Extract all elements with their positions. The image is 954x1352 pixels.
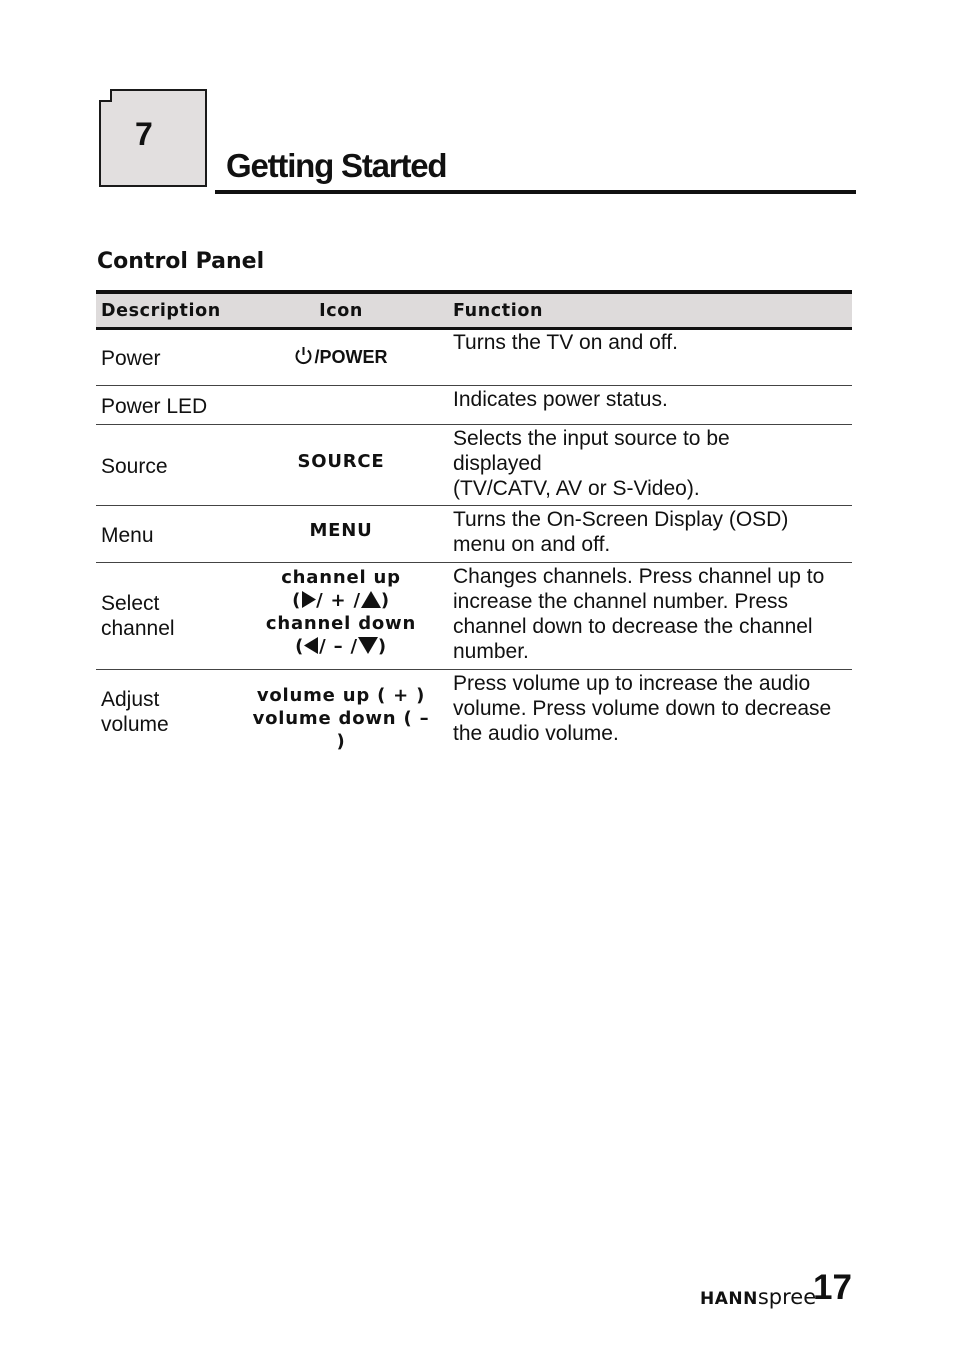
table-row bbox=[96, 670, 852, 750]
channel-down-label: channel down bbox=[265, 613, 417, 634]
page-number: 17 bbox=[813, 1268, 852, 1307]
triangle-left-icon bbox=[304, 637, 319, 654]
power-icon bbox=[294, 346, 313, 366]
table-row bbox=[96, 506, 852, 563]
triangle-up-icon bbox=[361, 591, 381, 608]
chapter-tab-notch bbox=[97, 87, 111, 101]
table-row bbox=[96, 563, 852, 670]
column-header-icon: Icon bbox=[319, 301, 363, 321]
row-icon bbox=[246, 566, 436, 658]
triangle-down-icon bbox=[358, 637, 378, 654]
brand-logo-bold: HANN bbox=[700, 1289, 758, 1309]
brand-logo bbox=[700, 1284, 816, 1312]
row-icon: SOURCE bbox=[297, 451, 385, 472]
table-row bbox=[96, 330, 852, 386]
volume-down-label: volume down ( – ) bbox=[252, 708, 430, 752]
table-header-row bbox=[96, 290, 852, 330]
row-description: Power bbox=[101, 347, 161, 370]
row-description: Power LED bbox=[101, 395, 208, 418]
page-title: Getting Started bbox=[226, 147, 447, 184]
row-function: Turns the On-Screen Display (OSD) menu on and off. bbox=[453, 508, 789, 556]
chapter-tab bbox=[99, 89, 207, 187]
channel-up-keys: ( / + / ) bbox=[292, 590, 390, 611]
chapter-tab-notch-edge bbox=[99, 100, 112, 102]
volume-up-label: volume up ( + ) bbox=[256, 685, 426, 706]
channel-up-keys-label: / + / bbox=[316, 590, 361, 611]
section-heading: Control Panel bbox=[97, 249, 265, 274]
title-underline bbox=[215, 190, 856, 194]
power-icon-label: /POWER bbox=[314, 347, 388, 367]
channel-down-keys-label: / – / bbox=[319, 636, 358, 657]
row-function: Turns the TV on and off. bbox=[453, 331, 678, 354]
row-function: Changes channels. Press channel up to increase the channel number. Press channel down to decrease the channel number. bbox=[453, 565, 825, 663]
channel-down-keys: ( / – / ) bbox=[295, 636, 387, 657]
chapter-number: 7 bbox=[135, 116, 153, 152]
row-description: Select channel bbox=[101, 592, 175, 640]
brand-logo-light: spree bbox=[757, 1285, 817, 1309]
row-icon bbox=[246, 684, 436, 753]
row-function: Indicates power status. bbox=[453, 388, 668, 411]
row-icon: MENU bbox=[309, 520, 373, 541]
row-description: Menu bbox=[101, 524, 154, 547]
row-description: Source bbox=[101, 455, 168, 478]
control-panel-table bbox=[96, 290, 852, 750]
table-row bbox=[96, 425, 852, 506]
column-header-description: Description bbox=[101, 301, 221, 321]
row-description: Adjust volume bbox=[101, 688, 169, 736]
table-row bbox=[96, 386, 852, 425]
column-header-function: Function bbox=[453, 301, 544, 321]
row-function: Press volume up to increase the audio volume. Press volume down to decrease the audio volume. bbox=[453, 672, 832, 745]
row-icon bbox=[246, 346, 436, 369]
channel-up-label: channel up bbox=[281, 567, 401, 588]
triangle-right-icon bbox=[301, 591, 316, 608]
row-function: Selects the input source to be displayed (TV/CATV, AV or S-Video). bbox=[453, 427, 730, 500]
